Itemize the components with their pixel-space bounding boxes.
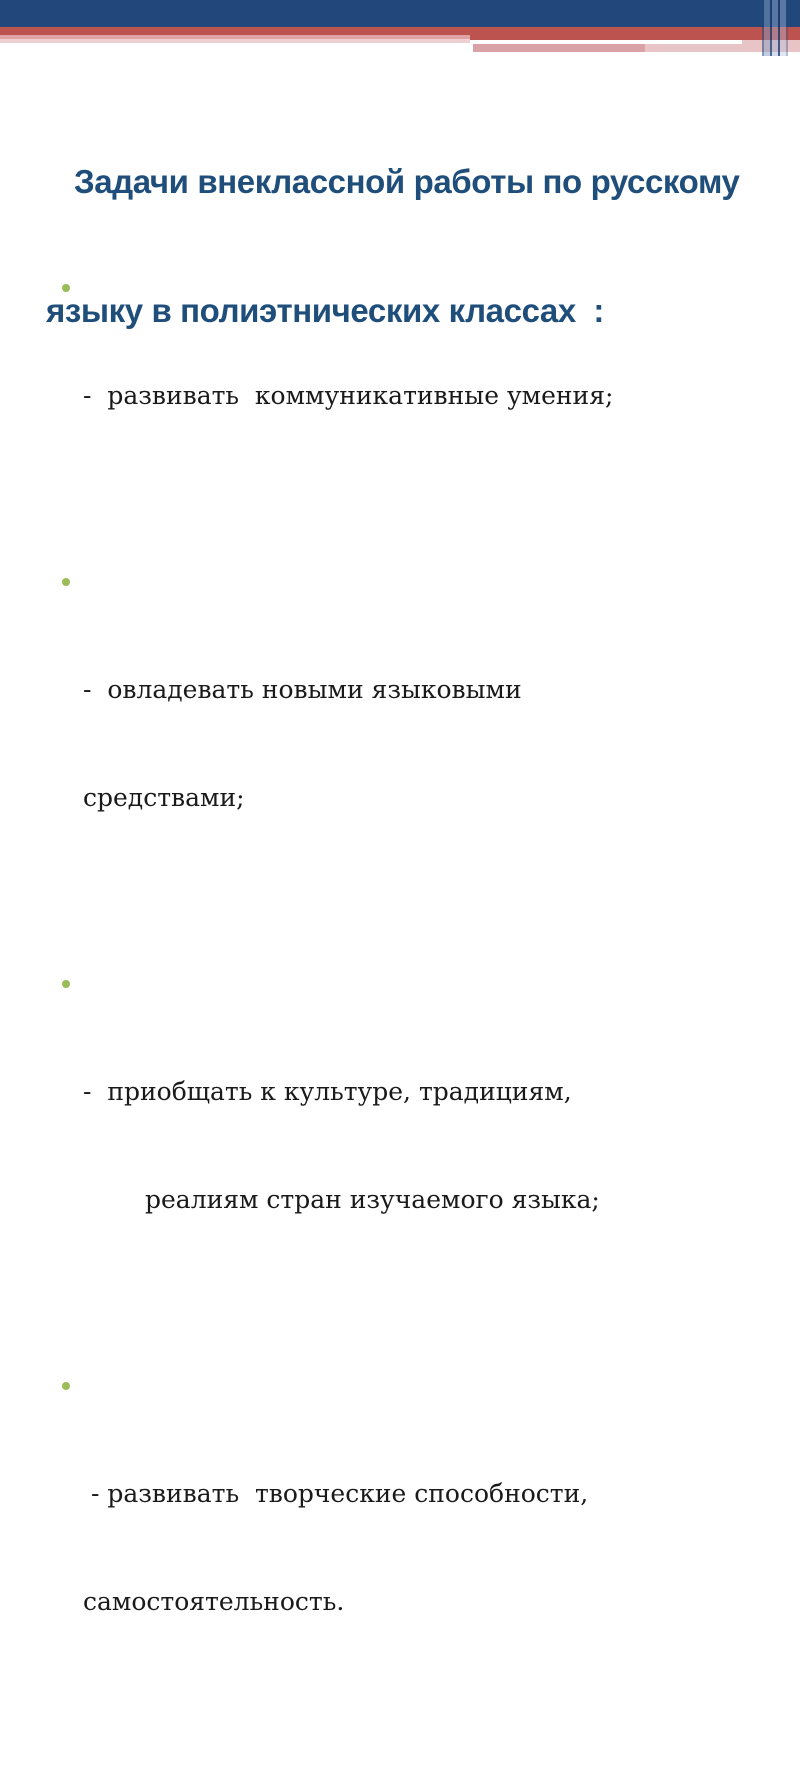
bullet-line: - приобщать к культуре, традициям,: [83, 1077, 572, 1106]
bullet-item: [60, 564, 750, 888]
bullet-line: - развивать творческие способности,: [83, 1479, 589, 1508]
bullet-dot-icon: [62, 980, 70, 988]
bullet-dot-icon: [62, 284, 70, 292]
bullet-item: [60, 966, 750, 1290]
bullet-line: средствами;: [83, 783, 245, 812]
bullet-line: самостоятельность.: [83, 1587, 345, 1616]
header-bar-pink-faint: [0, 39, 470, 43]
bullet-list: [60, 198, 750, 1770]
bullet-item: [60, 1368, 750, 1692]
bullet-item: [60, 270, 750, 486]
bullet-line: - овладевать новыми языковыми: [83, 675, 522, 704]
header-bar-blue: [0, 0, 800, 27]
bullet-dot-icon: [62, 1382, 70, 1390]
corner-stripes-decoration: [760, 0, 790, 56]
bullet-line: реалиям стран изучаемого языка;: [145, 1185, 600, 1214]
title-line-1: Задачи внеклассной работы по русскому: [74, 163, 740, 200]
bullet-line: - развивать коммуникативные умения;: [83, 381, 614, 410]
bullet-dot-icon: [62, 578, 70, 586]
header-bar-red-extension: [470, 27, 800, 40]
stripe-icon: [786, 0, 788, 56]
header-bar-pink-middle: [473, 44, 645, 52]
title-line-2: языку в полиэтнических классах :: [46, 292, 604, 329]
